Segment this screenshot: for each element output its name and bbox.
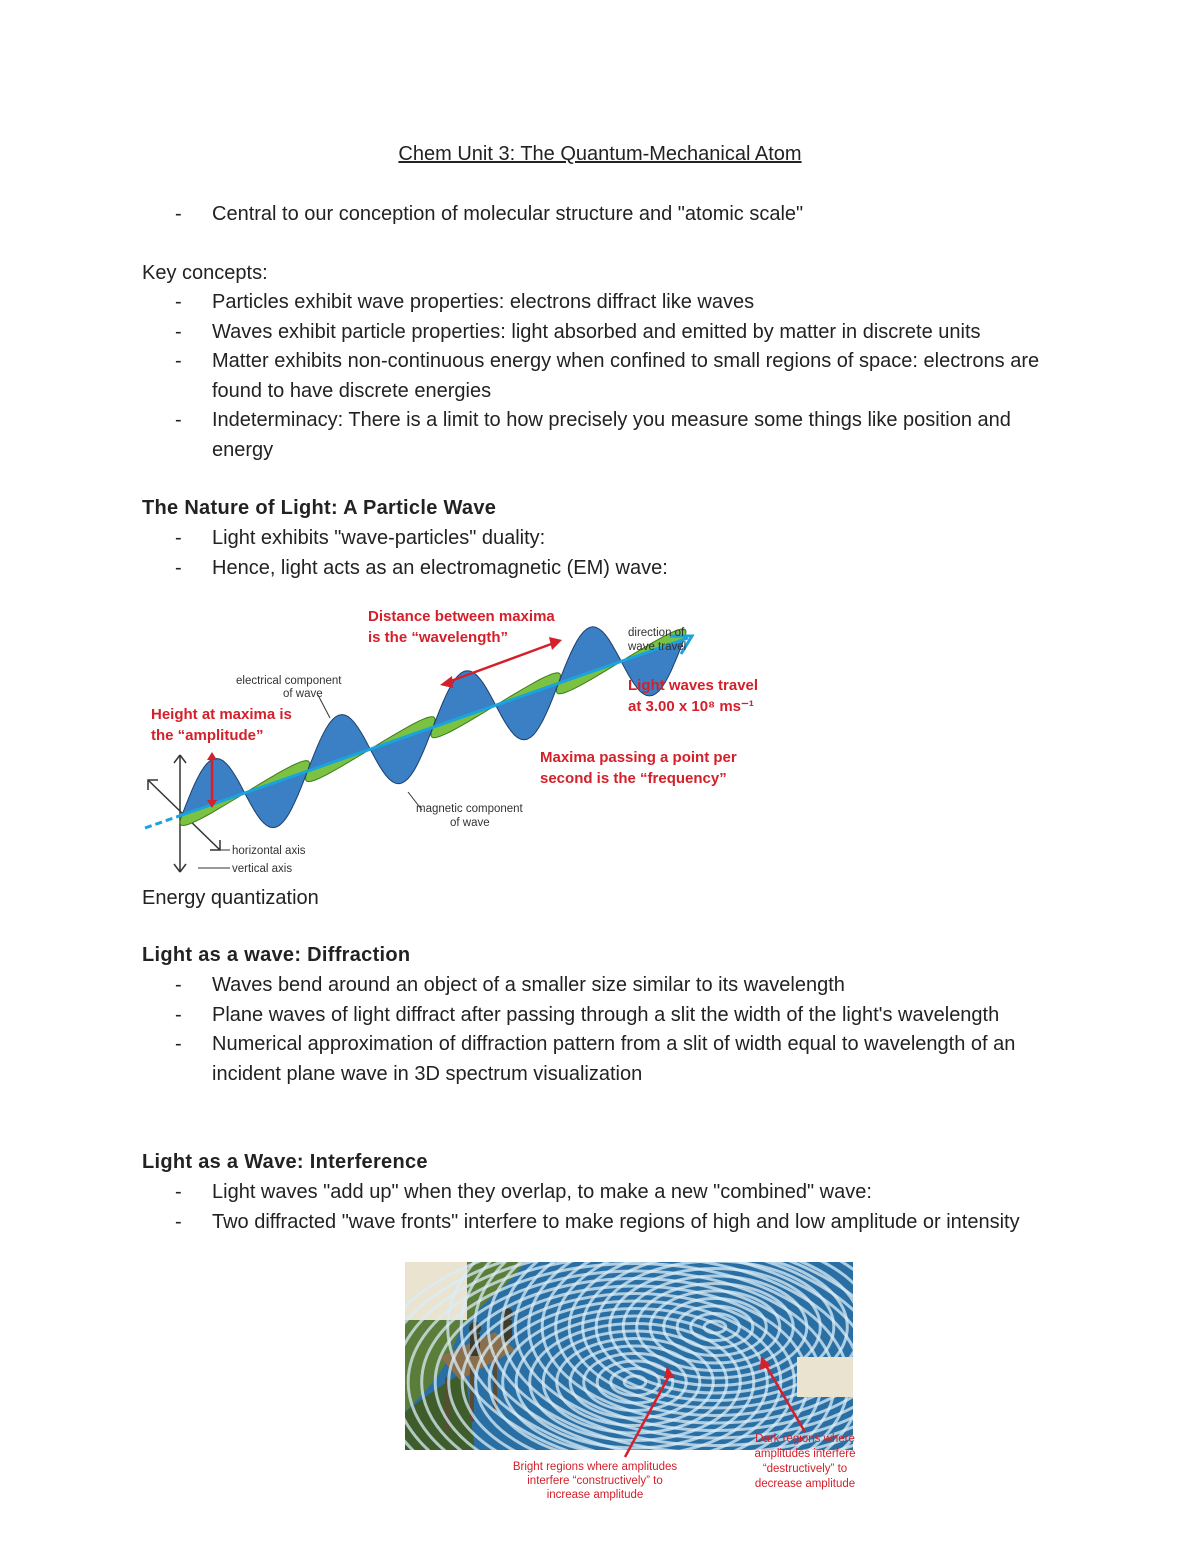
vertical-axis-label: vertical axis bbox=[232, 863, 293, 875]
wavelength-label: is the “wavelength” bbox=[368, 629, 509, 646]
dark-region-label: decrease amplitude bbox=[754, 1478, 856, 1490]
propagation-axis-dashed bbox=[145, 815, 182, 828]
amplitude-label: Height at maxima is bbox=[151, 706, 292, 723]
section-heading-interference: Light as a Wave: Interference bbox=[142, 1151, 428, 1173]
page-title: Chem Unit 3: The Quantum-Mechanical Atom bbox=[398, 143, 802, 165]
bright-region-label: increase amplitude bbox=[546, 1489, 644, 1501]
wavelength-arrow-icon bbox=[448, 643, 554, 682]
list-item: - Two diffracted "wave fronts" interfere to make regions of high and low amplitude or intensity bbox=[142, 1208, 1042, 1238]
list-item: - Indeterminacy: There is a limit to how precisely you measure some things like position and energy bbox=[142, 406, 1062, 465]
list-item: - Central to our conception of molecular structure and "atomic scale" bbox=[142, 200, 1082, 230]
energy-quantization-text: Energy quantization bbox=[142, 887, 319, 909]
section-heading-diffraction: Light as a wave: Diffraction bbox=[142, 944, 411, 966]
list-item: - Plane waves of light diffract after passing through a slit the width of the light's wavelength bbox=[142, 1001, 1062, 1031]
list-item: - Light waves "add up" when they overlap, to make a new "combined" wave: bbox=[142, 1178, 1042, 1208]
diffraction-list bbox=[142, 971, 1062, 1089]
direction-label: direction of bbox=[628, 627, 685, 639]
em-wave-figure bbox=[140, 600, 780, 880]
list-item: - Matter exhibits non-continuous energy when confined to small regions of space: electrons are found to have discrete energies bbox=[142, 347, 1062, 406]
magnetic-component-label: of wave bbox=[450, 817, 490, 829]
horizontal-axis-label: horizontal axis bbox=[232, 845, 306, 857]
list-item: - Hence, light acts as an electromagnetic (EM) wave: bbox=[142, 554, 1062, 584]
frequency-label: second is the “frequency” bbox=[540, 770, 727, 787]
list-item: - Waves bend around an object of a smaller size similar to its wavelength bbox=[142, 971, 1062, 1001]
wavelength-label: Distance between maxima bbox=[368, 608, 555, 625]
interference-list bbox=[142, 1178, 1042, 1237]
dark-region-label: Dark regions where bbox=[755, 1433, 855, 1445]
key-concepts-label: Key concepts: bbox=[142, 262, 268, 284]
list-item: - Waves exhibit particle properties: light absorbed and emitted by matter in discrete units bbox=[142, 318, 1062, 348]
section-heading-nature-of-light: The Nature of Light: A Particle Wave bbox=[142, 497, 497, 519]
nature-of-light-list bbox=[142, 524, 1062, 583]
speed-label: Light waves travel bbox=[628, 677, 759, 694]
interference-figure bbox=[385, 1262, 865, 1517]
dark-region-label: amplitudes interfere bbox=[754, 1448, 856, 1460]
bright-region-label: interfere “constructively” to bbox=[527, 1475, 663, 1487]
speed-label: at 3.00 x 10⁸ ms⁻¹ bbox=[628, 698, 754, 715]
magnetic-component-label: magnetic component bbox=[416, 803, 523, 815]
bright-region-label: Bright regions where amplitudes bbox=[512, 1461, 678, 1473]
intro-list bbox=[142, 200, 1082, 230]
amplitude-label: the “amplitude” bbox=[151, 727, 264, 744]
list-item: - Light exhibits "wave-particles" duality: bbox=[142, 524, 1062, 554]
key-concepts-list bbox=[142, 288, 1062, 465]
list-item: - Particles exhibit wave properties: electrons diffract like waves bbox=[142, 288, 1062, 318]
electrical-component-label: of wave bbox=[283, 688, 323, 700]
dark-region-label: “destructively” to bbox=[762, 1463, 848, 1475]
list-item: - Numerical approximation of diffraction pattern from a slit of width equal to wavelength of an incident plane wave in 3D spectrum visualization bbox=[142, 1030, 1062, 1089]
electrical-component-label: electrical component bbox=[236, 675, 342, 687]
direction-label: wave travel bbox=[628, 641, 687, 653]
frequency-label: Maxima passing a point per bbox=[540, 749, 737, 766]
